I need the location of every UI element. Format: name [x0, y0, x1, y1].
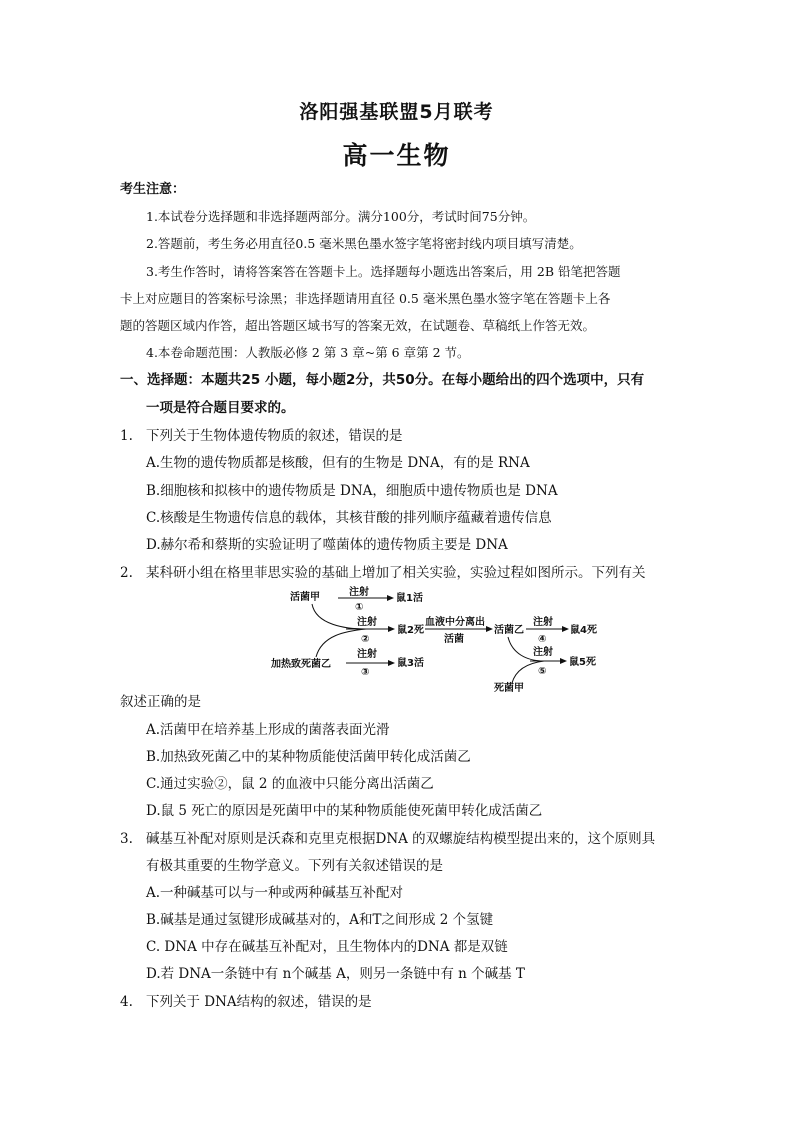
- label-step-2: ②: [361, 634, 370, 645]
- label-separate-bottom: 活菌: [444, 634, 464, 645]
- question-stem: 某科研小组在格里菲思实验的基础上增加了相关实验，实验过程如图所示。下列有关: [146, 565, 646, 581]
- label-inject-1: 注射: [349, 587, 369, 598]
- label-mouse1: 鼠1活: [396, 593, 423, 604]
- note-item: 1.本试卷分选择题和非选择题两部分。满分100分，考试时间75分钟。: [146, 209, 536, 224]
- option-b: B.碱基是通过氢键形成碱基对的，A和T之间形成 2 个氢键: [146, 912, 494, 928]
- note-item: 2.答题前，考生务必用直径0.5 毫米黑色墨水签字笔将密封线内项目填写清楚。: [146, 236, 582, 251]
- label-inject-4: 注射: [533, 617, 553, 628]
- question-stem-cont: 叙述正确的是: [120, 694, 201, 710]
- label-step-5: ⑤: [538, 666, 547, 677]
- question-stem-cont: 有极其重要的生物学意义。下列有关叙述错误的是: [146, 858, 443, 874]
- option-a: A.一种碱基可以与一种或两种碱基互补配对: [146, 885, 404, 901]
- label-dead-a: 死菌甲: [494, 683, 524, 694]
- section-heading: 一、选择题：本题共25 小题，每小题2分，共50分。在每小题给出的四个选项中，只有: [120, 372, 645, 388]
- label-mouse2: 鼠2死: [397, 625, 424, 636]
- option-b: B.细胞核和拟核中的遗传物质是 DNA，细胞质中遗传物质也是 DNA: [146, 483, 558, 499]
- label-mouse3: 鼠3活: [397, 658, 424, 669]
- label-mouse5: 鼠5死: [569, 657, 596, 668]
- note-item: 4.本卷命题范围：人教版必修 2 第 3 章~第 6 章第 2 节。: [146, 345, 470, 360]
- option-d: D.赫尔希和蔡斯的实验证明了噬菌体的遗传物质主要是 DNA: [146, 537, 508, 553]
- label-live-b: 活菌乙: [494, 625, 524, 636]
- option-a: A.活菌甲在培养基上形成的菌落表面光滑: [146, 722, 390, 738]
- section-heading-cont: 一项是符合题目要求的。: [146, 400, 295, 416]
- note-item: 题的答题区域内作答，超出答题区域书写的答案无效，在试题卷、草稿纸上作答无效。: [120, 318, 596, 333]
- question-number: 4.: [120, 994, 133, 1010]
- question-number: 3.: [120, 831, 133, 847]
- question-number: 1.: [120, 428, 133, 444]
- label-live-a: 活菌甲: [290, 592, 320, 603]
- option-d: D.鼠 5 死亡的原因是死菌甲中的某种物质能使死菌甲转化成活菌乙: [146, 803, 543, 819]
- option-c: C. DNA 中存在碱基互补配对，且生物体内的DNA 都是双链: [146, 939, 508, 955]
- option-d: D.若 DNA一条链中有 n个碱基 A，则另一条链中有 n 个碱基 T: [146, 966, 525, 982]
- exam-title: 洛阳强基联盟5月联考: [299, 101, 494, 123]
- label-mouse4: 鼠4死: [570, 625, 597, 636]
- option-c: C.核酸是生物遗传信息的载体，其核苷酸的排列顺序蕴藏着遗传信息: [146, 510, 552, 526]
- label-inject-5: 注射: [533, 647, 553, 658]
- label-inject-2: 注射: [357, 617, 377, 628]
- experiment-diagram: [271, 587, 606, 695]
- note-item: 卡上对应题目的答案标号涂黑；非选择题请用直径 0.5 毫米黑色墨水签字笔在答题卡上各: [120, 291, 611, 306]
- question-stem: 碱基互补配对原则是沃森和克里克根据DNA 的双螺旋结构模型提出来的，这个原则具: [146, 831, 656, 847]
- option-a: A.生物的遗传物质都是核酸，但有的生物是 DNA，有的是 RNA: [146, 455, 530, 471]
- label-heat-killed-b: 加热致死菌乙: [271, 659, 331, 670]
- label-separate-top: 血液中分离出: [425, 617, 485, 628]
- option-b: B.加热致死菌乙中的某种物质能使活菌甲转化成活菌乙: [146, 749, 471, 765]
- question-number: 2.: [120, 565, 133, 581]
- label-inject-3: 注射: [357, 649, 377, 660]
- label-step-1: ①: [355, 602, 364, 613]
- label-step-4: ④: [538, 634, 547, 645]
- label-step-3: ③: [361, 667, 370, 678]
- notes-heading: 考生注意：: [120, 182, 186, 197]
- option-c: C.通过实验②，鼠 2 的血液中只能分离出活菌乙: [146, 776, 434, 792]
- note-item: 3.考生作答时，请将答案答在答题卡上。选择题每小题选出答案后，用 2B 铅笔把答题: [146, 264, 621, 279]
- question-stem: 下列关于 DNA结构的叙述，错误的是: [146, 994, 372, 1010]
- subject-title: 高一生物: [342, 141, 451, 170]
- question-stem: 下列关于生物体遗传物质的叙述，错误的是: [146, 428, 403, 444]
